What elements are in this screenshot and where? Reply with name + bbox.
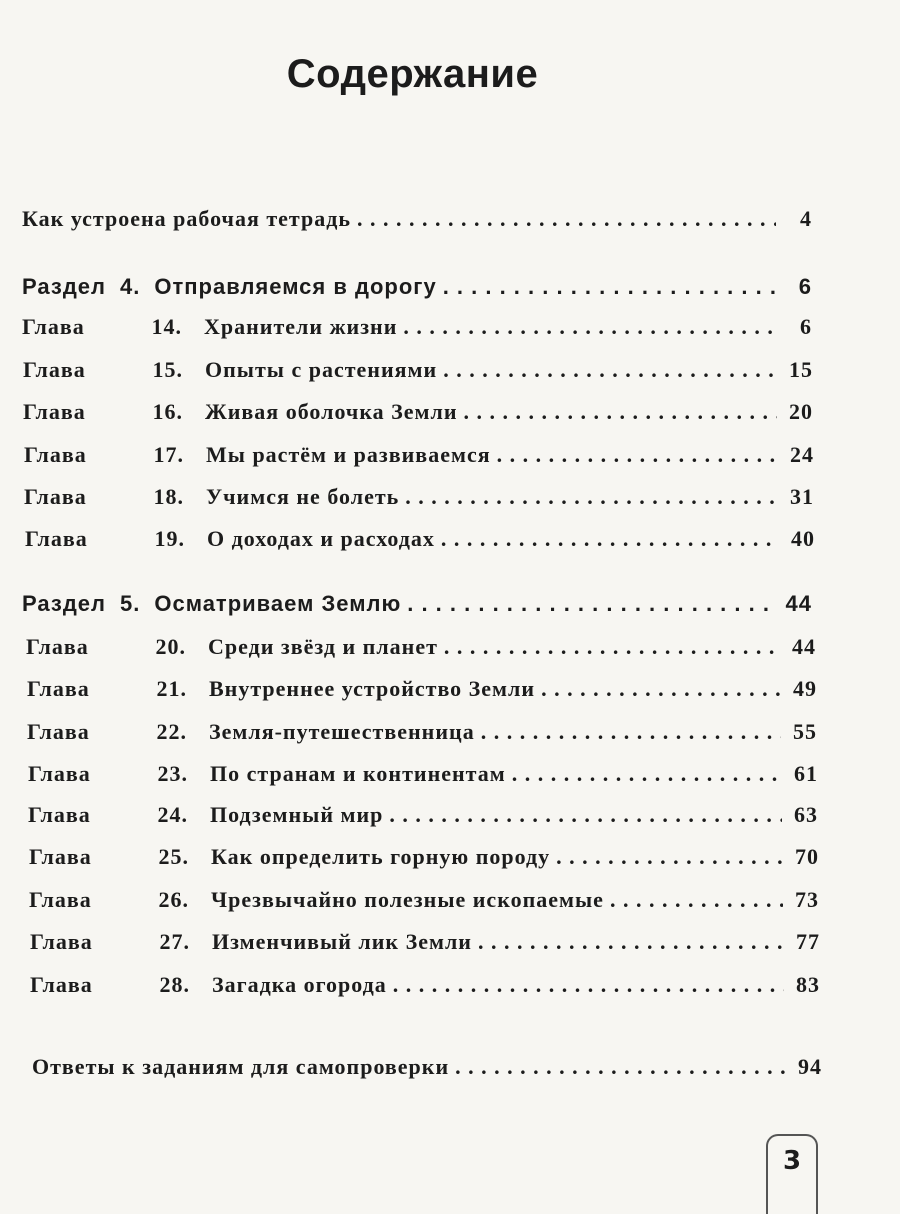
page-ref: 73 (795, 887, 819, 912)
page-ref: 6 (798, 274, 812, 299)
entry-title: Как устроена рабочая тетрадь (22, 206, 352, 231)
section-label: Раздел (22, 274, 106, 299)
toc-chapter (29, 844, 819, 878)
chapter-title: Среди звёзд и планет (208, 634, 438, 659)
page-ref: 24 (790, 442, 814, 467)
chapter-title: Мы растём и развиваемся (206, 442, 491, 467)
chapter-title: Опыты с растениями (205, 357, 438, 382)
toc-chapter (28, 761, 818, 795)
page-number: 3 (766, 1134, 818, 1214)
chapter-number: 17. (153, 442, 184, 467)
chapter-label: Глава (24, 442, 87, 467)
dot-leader (481, 719, 781, 745)
page-ref: 20 (789, 399, 813, 424)
toc-section (22, 274, 812, 308)
toc-chapter (24, 484, 814, 518)
chapter-label: Глава (28, 802, 91, 827)
toc-chapter (23, 357, 813, 391)
chapter-label: Глава (26, 634, 89, 659)
dot-leader (464, 399, 777, 425)
toc-chapter (24, 442, 814, 476)
dot-leader (541, 676, 781, 702)
page-ref: 44 (785, 591, 812, 616)
chapter-number: 21. (156, 676, 187, 701)
page-ref: 70 (795, 844, 819, 869)
chapter-title: Как определить горную породу (211, 844, 551, 869)
dot-leader (512, 761, 782, 787)
chapter-label: Глава (27, 676, 90, 701)
chapter-number: 27. (159, 929, 190, 954)
toc-chapter (22, 314, 812, 348)
page-ref: 40 (791, 526, 815, 551)
entry-title: Ответы к заданиям для самопроверки (32, 1054, 450, 1079)
chapter-title: Учимся не болеть (206, 484, 400, 509)
chapter-title: Изменчивый лик Земли (212, 929, 472, 954)
chapter-number: 15. (152, 357, 183, 382)
chapter-title: О доходах и расходах (207, 526, 435, 551)
toc-section (22, 591, 812, 625)
toc-chapter (29, 887, 819, 921)
toc-chapter (28, 802, 818, 836)
section-number: 5. (120, 591, 141, 616)
chapter-number: 24. (157, 802, 188, 827)
page-ref: 4 (800, 206, 812, 231)
page-ref: 94 (798, 1054, 822, 1079)
toc-chapter (27, 676, 817, 710)
chapter-number: 23. (157, 761, 188, 786)
toc-chapter (26, 634, 816, 668)
chapter-number: 25. (158, 844, 189, 869)
page-ref: 44 (792, 634, 816, 659)
dot-leader (389, 802, 782, 828)
page-ref: 61 (794, 761, 818, 786)
chapter-title: Хранители жизни (204, 314, 398, 339)
dot-leader (405, 484, 778, 510)
dot-leader (403, 314, 776, 340)
chapter-label: Глава (29, 844, 92, 869)
dot-leader (443, 274, 776, 300)
chapter-title: Чрезвычайно полезные ископаемые (211, 887, 604, 912)
chapter-number: 14. (151, 314, 182, 339)
dot-leader (443, 357, 777, 383)
chapter-label: Глава (25, 526, 88, 551)
dot-leader (610, 887, 783, 913)
chapter-title: Загадка огорода (212, 972, 387, 997)
chapter-label: Глава (30, 929, 93, 954)
toc-chapter (23, 399, 813, 433)
chapter-title: Земля-путешественница (209, 719, 475, 744)
chapter-number: 26. (158, 887, 189, 912)
chapter-label: Глава (23, 399, 86, 424)
page-ref: 31 (790, 484, 814, 509)
toc-entry-intro (22, 206, 812, 240)
chapter-label: Глава (29, 887, 92, 912)
dot-leader (455, 1054, 786, 1080)
chapter-number: 16. (152, 399, 183, 424)
dot-leader (478, 929, 784, 955)
chapter-number: 19. (154, 526, 185, 551)
page-ref: 55 (793, 719, 817, 744)
chapter-title: Подземный мир (210, 802, 384, 827)
section-title: Отправляемся в дорогу (154, 274, 437, 299)
page-ref: 63 (794, 802, 818, 827)
chapter-label: Глава (24, 484, 87, 509)
chapter-title: Живая оболочка Земли (205, 399, 458, 424)
chapter-title: По странам и континентам (210, 761, 506, 786)
chapter-label: Глава (28, 761, 91, 786)
dot-leader (393, 972, 784, 998)
toc-chapter (30, 972, 820, 1006)
dot-leader (444, 634, 780, 660)
page-title: Содержание (286, 52, 539, 96)
dot-leader (441, 526, 779, 552)
toc-entry-answers (32, 1054, 822, 1088)
page-ref: 15 (789, 357, 813, 382)
chapter-title: Внутреннее устройство Земли (209, 676, 536, 701)
toc-chapter (30, 929, 820, 963)
toc-chapter (27, 719, 817, 753)
chapter-number: 28. (159, 972, 190, 997)
chapter-number: 20. (155, 634, 186, 659)
page-ref: 83 (796, 972, 820, 997)
chapter-label: Глава (23, 357, 86, 382)
page-ref: 49 (793, 676, 817, 701)
dot-leader (357, 206, 776, 232)
chapter-label: Глава (22, 314, 85, 339)
toc-chapter (25, 526, 815, 560)
chapter-number: 18. (153, 484, 184, 509)
dot-leader (407, 591, 776, 617)
dot-leader (556, 844, 783, 870)
chapter-label: Глава (27, 719, 90, 744)
chapter-label: Глава (30, 972, 93, 997)
section-title: Осматриваем Землю (154, 591, 402, 616)
dot-leader (497, 442, 778, 468)
section-number: 4. (120, 274, 141, 299)
chapter-number: 22. (156, 719, 187, 744)
page-ref: 6 (800, 314, 812, 339)
section-label: Раздел (22, 591, 106, 616)
page-ref: 77 (796, 929, 820, 954)
